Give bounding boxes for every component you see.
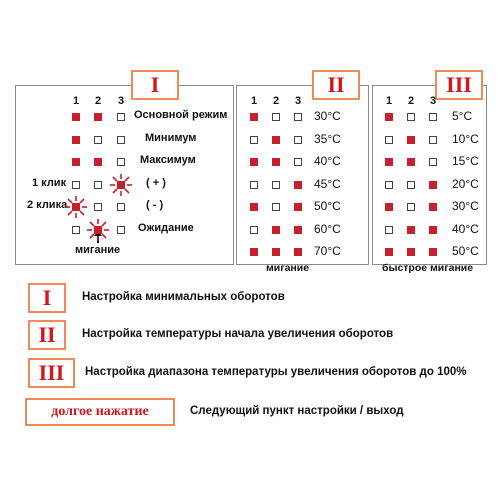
panel-2-led-off [272, 203, 280, 211]
panel-1-led-off [94, 203, 102, 211]
panel-3-led-on [385, 113, 393, 121]
panel-1-title: I [131, 70, 179, 100]
panel-3-led-on [429, 203, 437, 211]
panel-3-temp-label: 30°C [452, 199, 479, 213]
panel-1-blinking-indicator-icon [64, 195, 88, 219]
panel-3-led-off [407, 203, 415, 211]
panel-1-row-label: Основной режим [134, 109, 228, 121]
panel-1-led-off [72, 226, 80, 234]
panel-1-led-on [72, 158, 80, 166]
panel-2-led-on [272, 248, 280, 256]
panel-2-temp-label: 35°C [314, 132, 341, 146]
panel-3-led-off [407, 181, 415, 189]
panel-3-footer: быстрое мигание [382, 262, 474, 274]
panel-1-led-off [117, 226, 125, 234]
panel-2-led-on [294, 226, 302, 234]
panel-3-led-off [429, 158, 437, 166]
panel-2-col-header-2: 2 [272, 95, 280, 107]
panel-2-led-off [294, 158, 302, 166]
panel-2-footer: мигание [266, 262, 310, 274]
panel-3-temp-label: 10°C [452, 132, 479, 146]
panel-2-col-header-1: 1 [250, 95, 258, 107]
panel-1-row-label: Максимум [140, 154, 196, 166]
panel-1-blinking-indicator-icon [86, 218, 110, 242]
panel-2-led-off [272, 113, 280, 121]
panel-2-led-off [272, 181, 280, 189]
panel-1-led-on [94, 113, 102, 121]
panel-2-led-off [294, 113, 302, 121]
panel-2-led-on [250, 248, 258, 256]
panel-3-led-off [385, 181, 393, 189]
panel-3-led-on [385, 203, 393, 211]
legend-key-long-press: долгое нажатие [25, 398, 175, 426]
panel-3-temp-label: 20°C [452, 177, 479, 191]
click-twice-label: 2 клика [27, 199, 68, 211]
panel-2-led-on [272, 136, 280, 144]
panel-1-led-off [117, 136, 125, 144]
panel-3-led-on [407, 158, 415, 166]
panel-2-temp-label: 50°C [314, 199, 341, 213]
legend-text-1: Настройка минимальных оборотов [82, 291, 285, 303]
panel-3-temp-label: 40°C [452, 222, 479, 236]
panel-3-led-on [429, 248, 437, 256]
panel-2-led-on [272, 158, 280, 166]
panel-1-led-off [94, 136, 102, 144]
panel-2-title: II [312, 70, 360, 100]
panel-1-led-off [117, 113, 125, 121]
legend-key-3: III [28, 358, 75, 388]
panel-2-led-off [250, 181, 258, 189]
panel-1-footer: мигание [75, 244, 121, 256]
panel-2-led-off [250, 226, 258, 234]
panel-1-led-off [117, 158, 125, 166]
panel-1-col-header-1: 1 [72, 95, 80, 107]
panel-1-led-off [72, 181, 80, 189]
panel-1-row-label: ( + ) [146, 177, 166, 189]
legend-text-3: Настройка диапазона температуры увеличения оборотов до 100% [85, 366, 467, 378]
legend-text-4: Следующий пункт настройки / выход [190, 405, 404, 417]
panel-1-led-on [94, 158, 102, 166]
panel-2-led-on [272, 226, 280, 234]
panel-2-led-on [250, 158, 258, 166]
panel-3-led-off [429, 113, 437, 121]
panel-3-temp-label: 15°C [452, 154, 479, 168]
panel-2-led-on [250, 203, 258, 211]
panel-1-row-label: Ожидание [138, 222, 194, 234]
panel-1-led-on [72, 113, 80, 121]
panel-3-col-header-2: 2 [407, 95, 415, 107]
panel-2-temp-label: 45°C [314, 177, 341, 191]
panel-1-col-header-2: 2 [94, 95, 102, 107]
panel-2-temp-label: 40°C [314, 154, 341, 168]
panel-3-title: III [435, 70, 483, 100]
panel-2-led-on [294, 248, 302, 256]
panel-3-led-on [407, 248, 415, 256]
panel-3-led-off [407, 113, 415, 121]
panel-1-row-label: ( - ) [146, 199, 164, 211]
panel-1-led-off [94, 181, 102, 189]
legend-key-2: II [28, 320, 66, 350]
panel-2-temp-label: 60°C [314, 222, 341, 236]
panel-3-led-on [429, 181, 437, 189]
panel-3-led-on [385, 248, 393, 256]
panel-3-led-on [385, 158, 393, 166]
panel-1-blinking-indicator-icon [109, 173, 133, 197]
panel-3-temp-label: 50°C [452, 244, 479, 258]
panel-2-col-header-3: 3 [294, 95, 302, 107]
panel-3-temp-label: 5°C [452, 109, 473, 123]
panel-1-led-on [72, 136, 80, 144]
panel-2-led-off [250, 136, 258, 144]
panel-3-col-header-3: 3 [429, 95, 437, 107]
panel-1-col-header-3: 3 [117, 95, 125, 107]
panel-3-led-on [407, 226, 415, 234]
legend-text-2: Настройка температуры начала увеличения оборотов [82, 328, 394, 340]
panel-3-led-on [429, 226, 437, 234]
legend-key-1: I [28, 283, 66, 313]
panel-2-led-on [294, 181, 302, 189]
panel-3-led-off [385, 226, 393, 234]
panel-2-led-off [294, 136, 302, 144]
click-once-label: 1 клик [32, 177, 67, 189]
panel-2-led-on [250, 113, 258, 121]
panel-2-led-on [294, 203, 302, 211]
panel-temperature-start [236, 72, 369, 265]
panel-3-led-on [407, 136, 415, 144]
panel-3-led-off [385, 136, 393, 144]
panel-2-temp-label: 30°C [314, 109, 341, 123]
panel-1-row-label: Минимум [145, 132, 197, 144]
panel-1-led-off [117, 203, 125, 211]
panel-3-col-header-1: 1 [385, 95, 393, 107]
panel-3-led-off [429, 136, 437, 144]
panel-2-temp-label: 70°C [314, 244, 341, 258]
